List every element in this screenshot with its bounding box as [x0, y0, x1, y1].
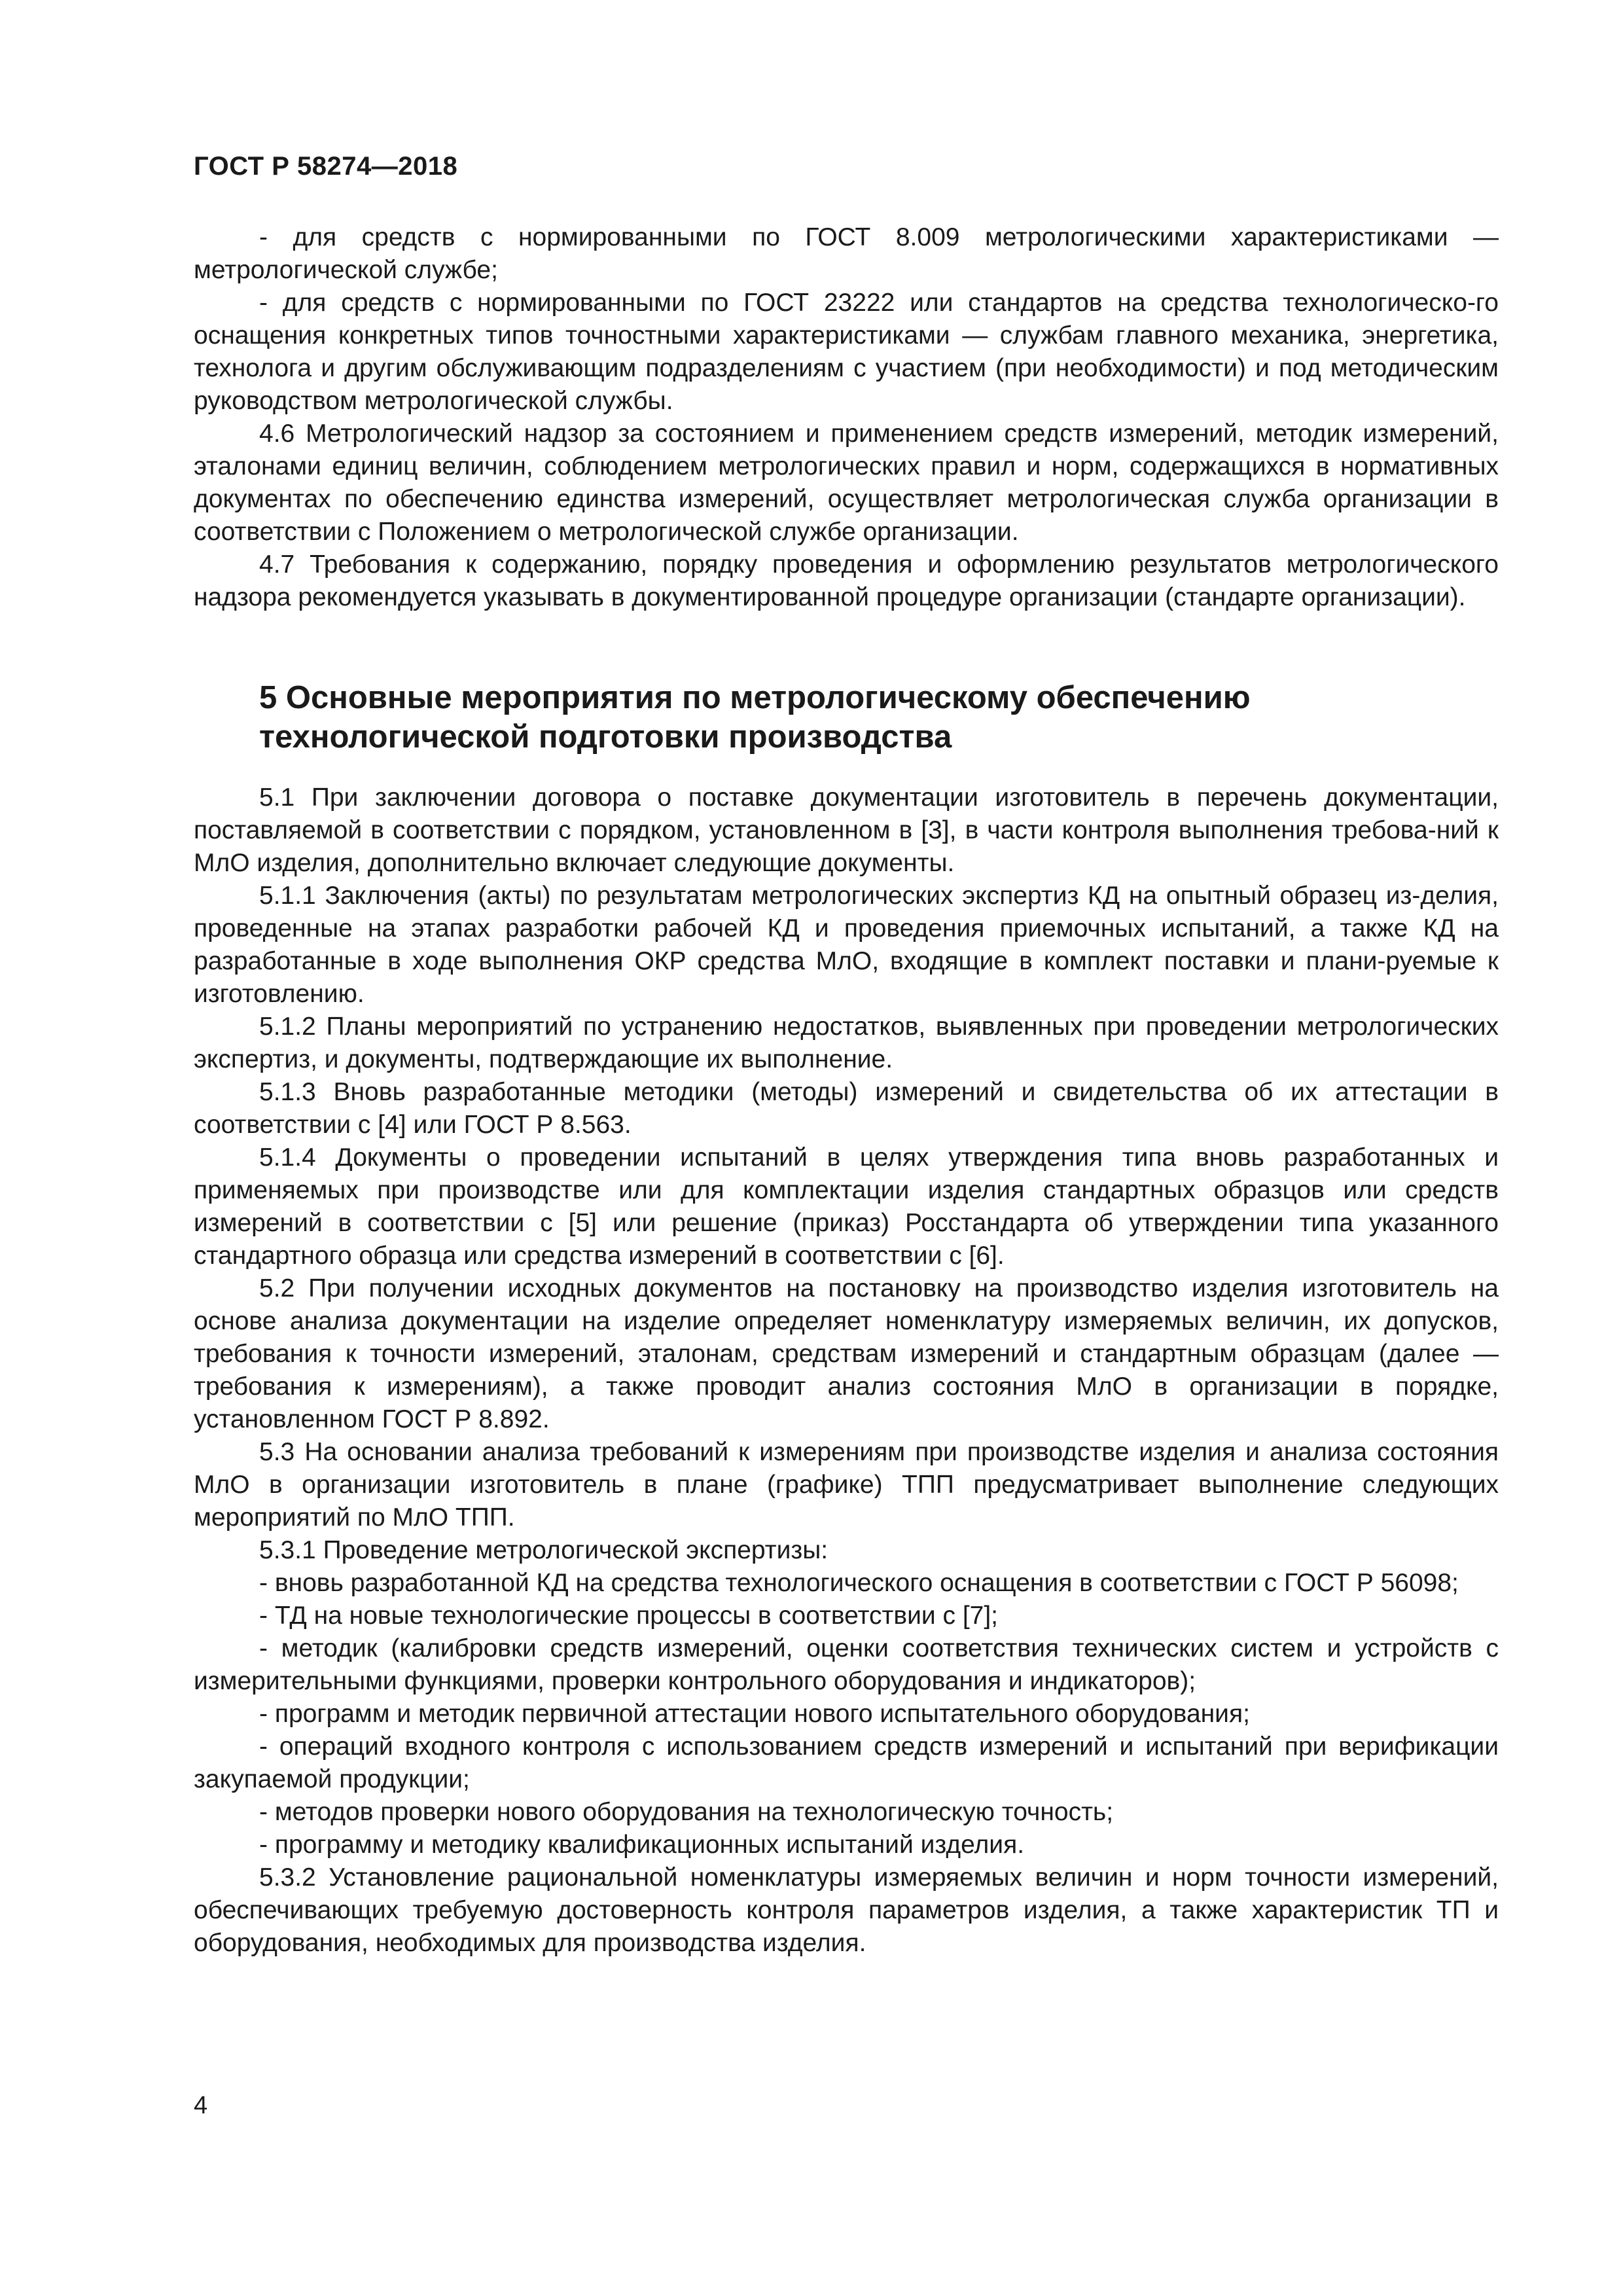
- section-5-title-line-1: 5 Основные мероприятия по метрологическому обеспечению: [259, 680, 1251, 715]
- list-item-td-processes: - ТД на новые технологические процессы в соответствии с [7];: [259, 1602, 999, 1630]
- paragraph-5-3-2: 5.3.2 Установление рациональной номенклатуры измеряемых величин и норм точности измерений, обеспечивающих требуемую достоверность контроля параметров изделия, а также характеристик ТП и оборудования, необходимых для производства изделия.: [194, 1863, 1499, 1957]
- section-5-title-line-2: технологической подготовки производства: [259, 719, 952, 755]
- page-number: 4: [194, 2092, 208, 2119]
- paragraph-bullet-gost-8009: - для средств с нормированными по ГОСТ 8.009 метрологическими характеристиками — метрологической службе;: [194, 223, 1499, 284]
- list-item-kd-expertise: - вновь разработанной КД на средства технологического оснащения в соответствии с ГОСТ Р 56098;: [259, 1569, 1459, 1597]
- document-body: [194, 221, 1499, 1960]
- paragraph-5-1-2: 5.1.2 Планы мероприятий по устранению недостатков, выявленных при проведении метрологических экспертиз, и документы, подтверждающие их выполнение.: [194, 1013, 1499, 1073]
- paragraph-4-7: 4.7 Требования к содержанию, порядку проведения и оформлению результатов метрологического надзора рекомендуется указывать в документированной процедуре организации (стандарте организации).: [194, 550, 1499, 611]
- list-item-qualification-tests: - программу и методику квалификационных испытаний изделия.: [259, 1831, 1025, 1859]
- paragraph-5-1: 5.1 При заключении договора о поставке документации изготовитель в перечень документации, поставляемой в соответствии с порядком, установленном в [3], в части контроля выполнения требова-ний к МлО изделия, дополнительно включает следующие документы.: [194, 783, 1499, 877]
- list-item-methods: - методик (калибровки средств измерений, оценки соответствия технических систем и устройств с измерительными функциями, проверки контрольного оборудования и индикаторов);: [194, 1634, 1499, 1695]
- paragraph-5-3-1: 5.3.1 Проведение метрологической экспертизы:: [259, 1536, 829, 1564]
- list-item-attestation-programs: - программ и методик первичной аттестации нового испытательного оборудования;: [259, 1700, 1250, 1728]
- paragraph-5-2: 5.2 При получении исходных документов на постановку на производство изделия изготовитель на основе анализа документации на изделие определяет номенклатуру измеряемых величин, их допусков, требования к точности измерений, эталонам, средствам измерений и стандартным образцам (далее — требования к измерениям), а также проводит анализ состояния МлО в организации в порядке, установленном ГОСТ Р 8.892.: [194, 1274, 1499, 1433]
- paragraph-5-1-1: 5.1.1 Заключения (акты) по результатам метрологических экспертиз КД на опытный образец из-делия, проведенные на этапах разработки рабочей КД и проведения приемочных испытаний, а также КД на разработанные в ходе выполнения ОКР средства МлО, входящие в комплект поставки и плани-руемые к изготовлению.: [194, 882, 1499, 1008]
- list-item-equipment-check: - методов проверки нового оборудования на технологическую точность;: [259, 1798, 1114, 1826]
- document-code-header: ГОСТ Р 58274—2018: [194, 152, 458, 181]
- paragraph-5-3: 5.3 На основании анализа требований к измерениям при производстве изделия и анализа состояния МлО в организации изготовитель в плане (графике) ТПП предусматривает выполнение следующих мероприятий по МлО ТПП.: [194, 1438, 1499, 1532]
- list-item-incoming-control: - операций входного контроля с использованием средств измерений и испытаний при верификации закупаемой продукции;: [194, 1732, 1499, 1793]
- paragraph-5-1-3: 5.1.3 Вновь разработанные методики (методы) измерений и свидетельства об их аттестации в соответствии с [4] или ГОСТ Р 8.563.: [194, 1078, 1499, 1139]
- section-5-title: [194, 678, 1499, 757]
- paragraph-5-1-4: 5.1.4 Документы о проведении испытаний в целях утверждения типа вновь разработанных и применяемых при производстве или для комплектации изделия стандартных образцов или средств измерений в соответствии с [5] или решение (приказ) Росстандарта об утверждении типа указанного стандартного образца или средства измерений в соответствии с [6].: [194, 1143, 1499, 1270]
- paragraph-bullet-gost-23222: - для средств с нормированными по ГОСТ 23222 или стандартов на средства технологическо-го оснащения конкретных типов точностными характеристиками — службам главного механика, энергетика, технолога и другим обслуживающим подразделениям с участием (при необходимости) и под методическим руководством метрологической службы.: [194, 289, 1499, 415]
- paragraph-4-6: 4.6 Метрологический надзор за состоянием и применением средств измерений, методик измерений, эталонами единиц величин, соблюдением метрологических правил и норм, содержащихся в нормативных документах по обеспечению единства измерений, осуществляет метрологическая служба организации в соответствии с Положением о метрологической службе организации.: [194, 420, 1499, 546]
